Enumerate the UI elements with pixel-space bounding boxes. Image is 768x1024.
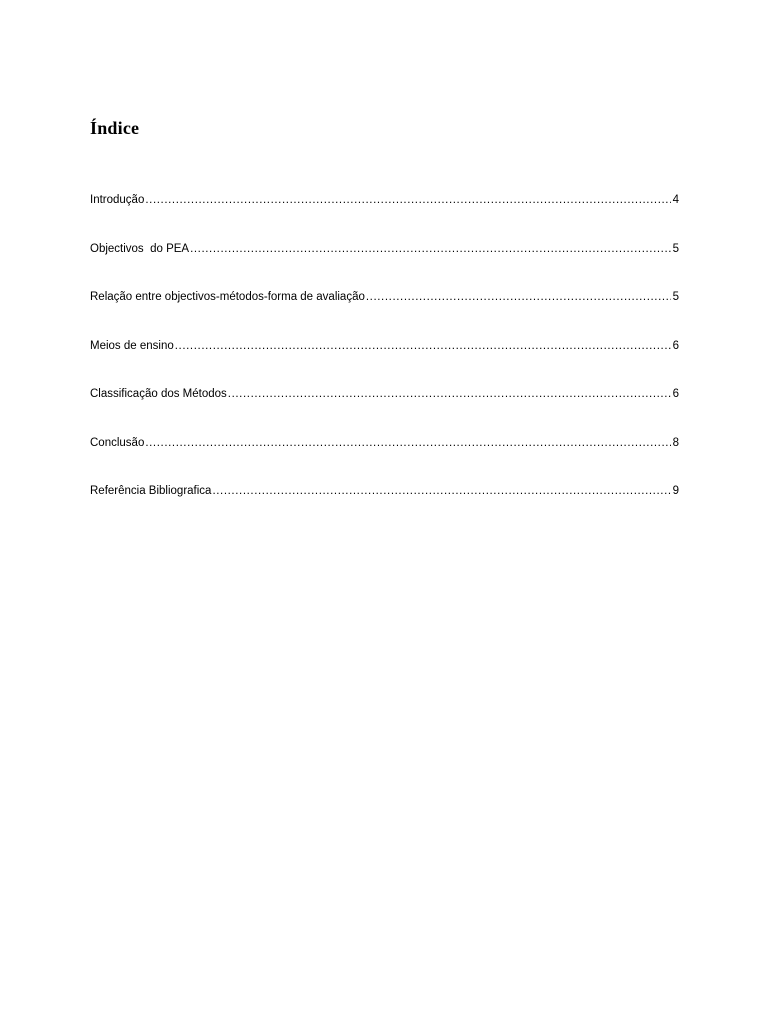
- toc-entry-label: Objectivos do PEA: [90, 242, 190, 255]
- toc-dot-leader: [145, 191, 671, 209]
- toc-entry-label: Referência Bibliografica: [90, 485, 212, 497]
- toc-page-number: 4: [672, 194, 679, 206]
- toc-entry-introducao[interactable]: [90, 191, 679, 240]
- toc-entry-label: Relação entre objectivos-métodos-forma de avaliação: [90, 291, 365, 303]
- toc-dot-leader: [228, 385, 671, 403]
- toc-entry-objectivos[interactable]: [90, 240, 679, 289]
- toc-entry-referencia[interactable]: [90, 482, 679, 531]
- toc-dot-leader: [366, 288, 671, 306]
- toc-page-number: 8: [672, 436, 679, 449]
- toc-dot-leader: [212, 482, 671, 500]
- toc-page-number: 6: [672, 388, 679, 400]
- toc-entry-classificacao[interactable]: [90, 385, 679, 434]
- toc-entry-relacao[interactable]: [90, 288, 679, 337]
- toc-entry-label: Introdução: [90, 194, 145, 206]
- toc-page-number: 9: [672, 485, 679, 497]
- toc-entry-conclusao[interactable]: [90, 434, 679, 483]
- toc-page-number: 5: [672, 291, 679, 303]
- toc-entry-label: Meios de ensino: [90, 339, 174, 352]
- page-title: Índice: [90, 118, 140, 138]
- toc-entry-label: Conclusão: [90, 436, 145, 449]
- toc-entry-meios-de-ensino[interactable]: [90, 337, 679, 386]
- toc-dot-leader: [145, 434, 671, 452]
- toc-dot-leader: [175, 337, 671, 355]
- toc-page-number: 5: [672, 242, 679, 255]
- toc-entry-label: Classificação dos Métodos: [90, 388, 227, 400]
- toc-page-number: 6: [672, 339, 679, 352]
- toc-dot-leader: [190, 240, 671, 258]
- table-of-contents: [90, 191, 679, 531]
